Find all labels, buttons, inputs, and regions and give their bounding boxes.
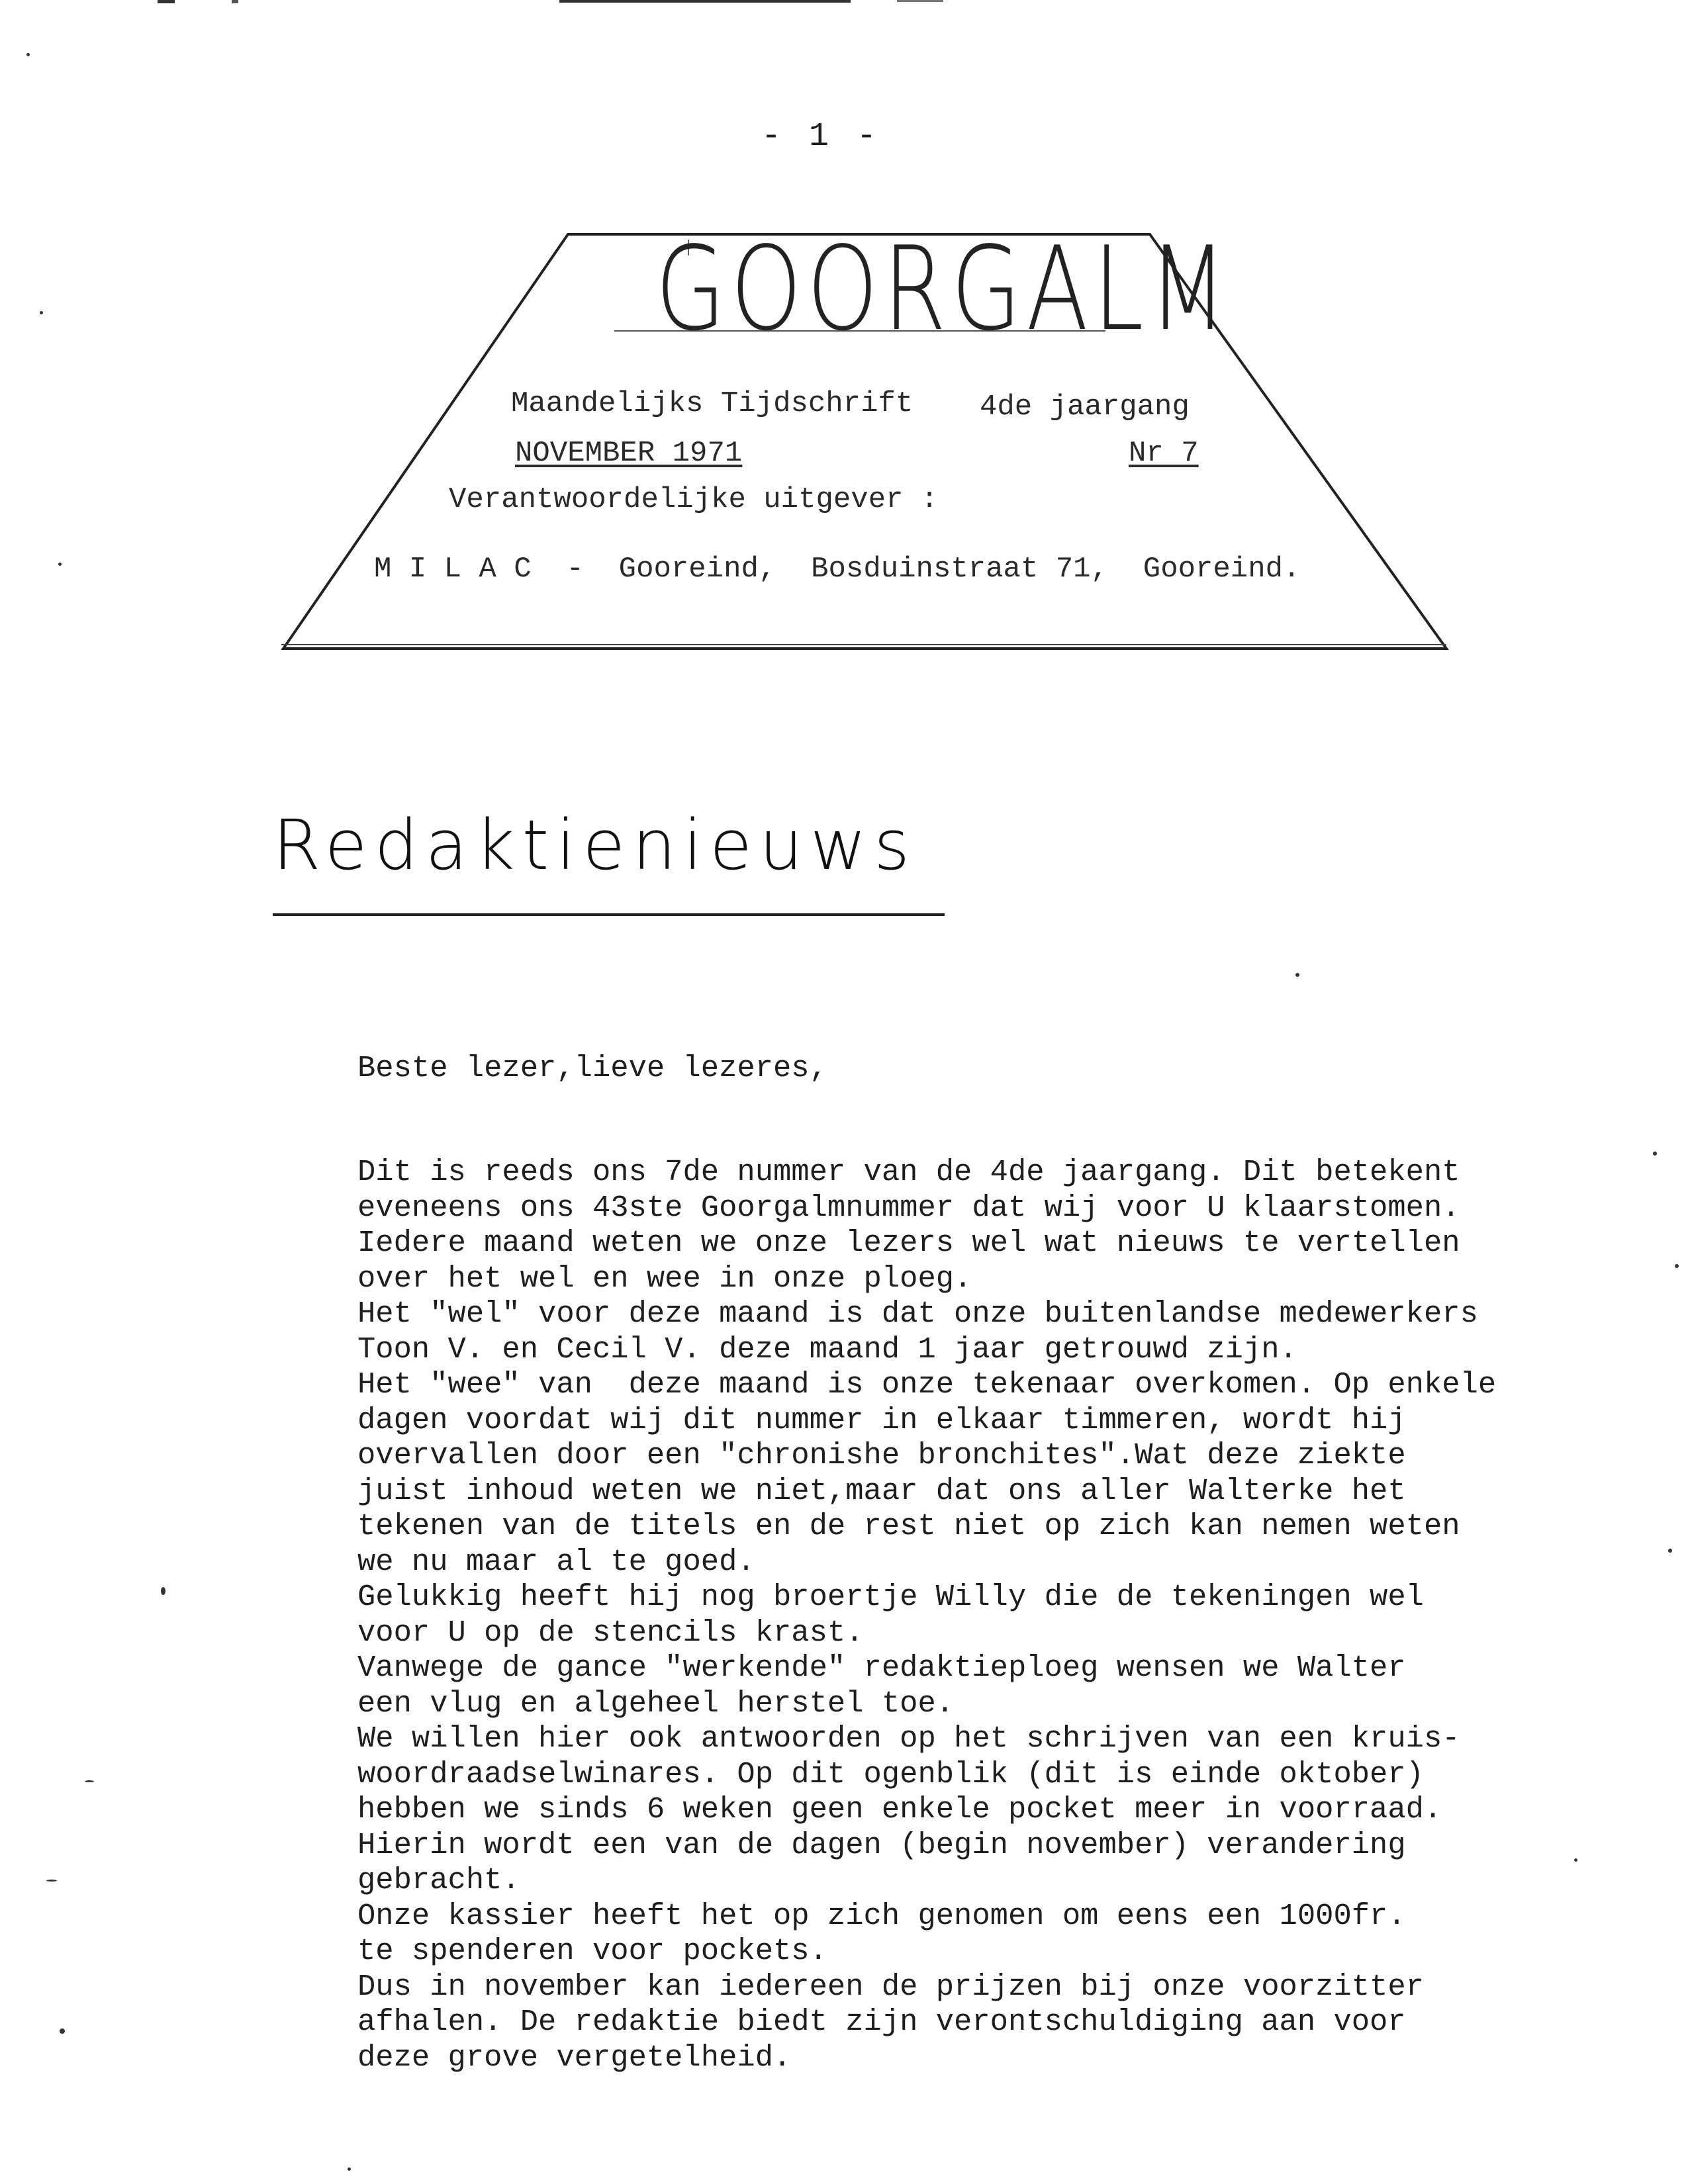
body-line: woordraadselwinares. Op dit ogenblik (dit is einde oktober) bbox=[357, 1756, 1424, 1792]
body-line: gebracht. bbox=[357, 1863, 520, 1897]
body-line: hebben we sinds 6 weken geen enkele pocket meer in voorraad. bbox=[357, 1792, 1442, 1827]
section-heading: Redaktienieuws bbox=[273, 805, 917, 886]
body-line: afhalen. De redaktie biedt zijn verontschuldiging aan voor bbox=[357, 2005, 1406, 2039]
body-line: We willen hier ook antwoorden op het schrijven van een kruis- bbox=[357, 1721, 1460, 1756]
body-line: juist inhoud weten we niet,maar dat ons aller Walterke het bbox=[357, 1473, 1406, 1508]
article-body bbox=[357, 1155, 1675, 2075]
body-line: te spenderen voor pockets. bbox=[357, 1934, 827, 1968]
masthead-volume: 4de jaargang bbox=[980, 390, 1190, 424]
body-line: deze grove vergetelheid. bbox=[357, 2040, 792, 2075]
body-line: Iedere maand weten we onze lezers wel wat nieuws te vertellen bbox=[357, 1226, 1460, 1260]
body-line: over het wel en wee in onze ploeg. bbox=[357, 1261, 972, 1296]
body-line: Toon V. en Cecil V. deze maand 1 jaar getrouwd zijn. bbox=[357, 1332, 1297, 1367]
body-line: Dus in november kan iedereen de prijzen bij onze voorzitter bbox=[357, 1969, 1424, 2004]
publisher-label: Verantwoordelijke uitgever : bbox=[449, 483, 939, 516]
body-line: we nu maar al te goed. bbox=[357, 1544, 755, 1579]
publisher-address: M I L A C - Gooreind, Bosduinstraat 71, Gooreind. bbox=[374, 553, 1301, 586]
section-heading-rule bbox=[273, 913, 945, 916]
body-line: eveneens ons 43ste Goorgalmnummer dat wij voor U klaarstomen. bbox=[357, 1190, 1460, 1225]
salutation: Beste lezer,lieve lezeres, bbox=[357, 1051, 827, 1085]
body-line: voor U op de stencils krast. bbox=[357, 1615, 864, 1650]
body-line: Vanwege de gance "werkende" redaktieploeg wensen we Walter bbox=[357, 1651, 1406, 1685]
body-line: dagen voordat wij dit nummer in elkaar timmeren, wordt hij bbox=[357, 1402, 1406, 1437]
body-line: overvallen door een "chronishe bronchites".Wat deze ziekte bbox=[357, 1438, 1406, 1473]
body-line: Gelukkig heeft hij nog broertje Willy die de tekeningen wel bbox=[357, 1580, 1424, 1614]
masthead-subtitle: Maandelijks Tijdschrift bbox=[511, 387, 914, 420]
body-line: Het "wee" van deze maand is onze tekenaar overkomen. Op enkele bbox=[357, 1367, 1497, 1402]
issue-date: NOVEMBER 1971 bbox=[515, 437, 743, 470]
page-number: - 1 - bbox=[761, 118, 881, 156]
body-line: Dit is reeds ons 7de nummer van de 4de jaargang. Dit betekent bbox=[357, 1155, 1460, 1189]
body-line: een vlug en algeheel herstel toe. bbox=[357, 1686, 955, 1721]
body-line: Het "wel" voor deze maand is dat onze buitenlandse medewerkers bbox=[357, 1297, 1478, 1331]
masthead-title: GOORGALM bbox=[655, 222, 1233, 357]
body-line: Onze kassier heeft het op zich genomen om eens een 1000fr. bbox=[357, 1898, 1406, 1933]
body-line: Hierin wordt een van de dagen (begin november) verandering bbox=[357, 1827, 1406, 1862]
body-line: tekenen van de titels en de rest niet op zich kan nemen weten bbox=[357, 1509, 1460, 1543]
issue-number: Nr 7 bbox=[1129, 437, 1199, 470]
